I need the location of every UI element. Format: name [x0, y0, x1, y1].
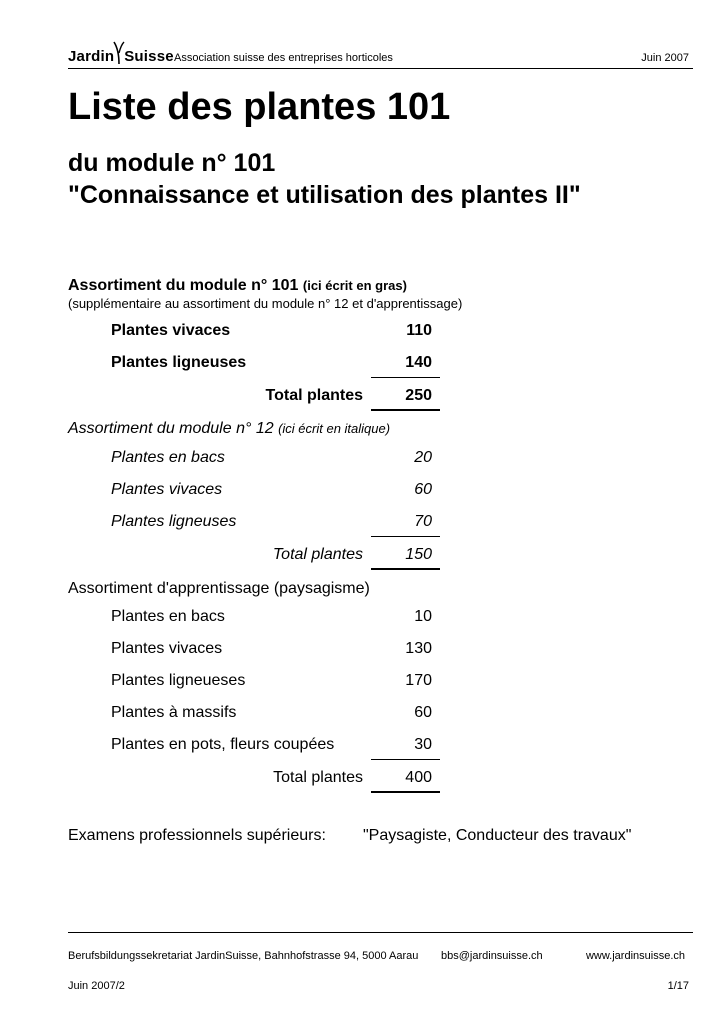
footer-address: Berufsbildungssekretariat JardinSuisse, Bahnhofstrasse 94, 5000 Aarau [68, 950, 419, 962]
module12-total-value: 150 [405, 546, 432, 563]
footer-divider [68, 932, 693, 933]
header-date: Juin 2007 [641, 52, 689, 64]
subtitle-module: du module n° 101 [68, 149, 276, 177]
apprentissage-total-value: 400 [405, 769, 432, 786]
apprentissage-row-label: Plantes à massifs [111, 704, 237, 721]
apprentissage-heading: Assortiment d'apprentissage (paysagisme) [68, 580, 370, 597]
logo-stem-icon [115, 44, 123, 66]
module12-row-value: 20 [414, 449, 432, 466]
module12-heading-note: (ici écrit en italique) [278, 421, 391, 436]
module12-heading [68, 420, 390, 438]
apprentissage-row-value: 130 [405, 640, 432, 657]
module101-row-value: 110 [406, 322, 432, 339]
module12-row-value: 70 [414, 513, 432, 530]
module101-total-underline [371, 409, 440, 411]
jardinsuisse-logo [68, 44, 174, 66]
module12-row-label: Plantes ligneuses [111, 513, 237, 530]
apprentissage-row-label: Plantes ligneueses [111, 672, 246, 689]
page-number: 1/17 [667, 980, 689, 992]
module101-note: (supplémentaire au assortiment du module n° 12 et d'apprentissage) [68, 296, 463, 311]
module101-row-value: 140 [405, 354, 432, 371]
module101-row-label: Plantes vivaces [111, 322, 231, 339]
footer-email[interactable]: bbs@jardinsuisse.ch [441, 950, 543, 962]
module12-row-label: Plantes vivaces [111, 481, 223, 498]
apprentissage-total-underline [371, 791, 440, 793]
apprentissage-row-value: 60 [414, 704, 432, 721]
association-name: Association suisse des entreprises horticoles [174, 52, 393, 64]
module101-heading [68, 277, 407, 295]
module12-total-underline [371, 568, 440, 570]
apprentissage-row-label: Plantes en pots, fleurs coupées [111, 736, 335, 753]
footer-website[interactable]: www.jardinsuisse.ch [585, 950, 685, 962]
exams-label: Examens professionnels supérieurs: [68, 827, 326, 844]
module12-heading-text: Assortiment du module n° 12 [68, 420, 274, 437]
apprentissage-row-label: Plantes vivaces [111, 640, 223, 657]
module12-row-label: Plantes en bacs [111, 449, 225, 466]
apprentissage-row-value: 170 [405, 672, 432, 689]
apprentissage-row-label: Plantes en bacs [111, 608, 225, 625]
module12-row-value: 60 [414, 481, 432, 498]
apprentissage-row-value: 30 [414, 736, 432, 753]
logo-text-right: Suisse [124, 48, 174, 65]
module101-total-label: Total plantes [265, 387, 363, 404]
module101-total-value: 250 [405, 387, 432, 404]
apprentissage-sum-line [371, 759, 440, 760]
header-divider [68, 68, 693, 69]
module101-row-label: Plantes ligneuses [111, 354, 247, 371]
logo-text-left: Jardin [68, 48, 115, 65]
apprentissage-total-label: Total plantes [273, 769, 363, 786]
exams-value: "Paysagiste, Conducteur des travaux" [363, 827, 632, 844]
module12-total-label: Total plantes [272, 546, 363, 563]
module101-sum-line [371, 377, 440, 378]
page-title: Liste des plantes 101 [68, 86, 451, 128]
module101-heading-text: Assortiment du module n° 101 [68, 277, 299, 294]
footer-date-version: Juin 2007/2 [68, 980, 125, 992]
subtitle-course: "Connaissance et utilisation des plantes II" [68, 181, 581, 209]
module101-heading-note: (ici écrit en gras) [302, 278, 407, 293]
apprentissage-row-value: 10 [414, 608, 432, 625]
module12-sum-line [371, 536, 440, 537]
